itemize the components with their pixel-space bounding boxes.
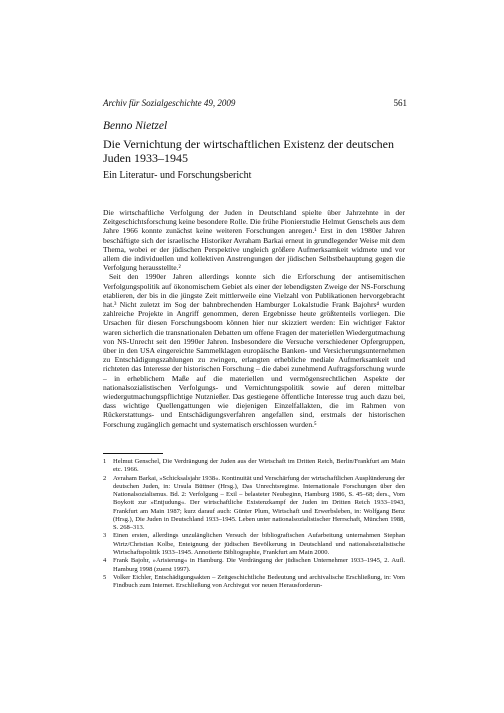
footnote bbox=[103, 458, 405, 474]
running-header bbox=[103, 98, 407, 108]
footnote-text: Helmut Genschel, Die Verdrängung der Juden aus der Wirtschaft im Dritten Reich, Berlin/Frankfurt am Main etc. 1966. bbox=[113, 458, 405, 474]
footnote-number: 4 bbox=[103, 557, 107, 565]
body-paragraph: Die wirtschaftliche Verfolgung der Juden in Deutschland spielte über Jahrzehnte in der Zeitgeschichtsforschung keine besondere Rolle. Die frühe Pionierstudie Helmut Genschels aus dem Jahre 1966 konnte zunächst keine weiteren Forschungen anregen.¹ Erst in den 1980er Jahren beschäftigte sich der israelische Historiker Avraham Barkai erneut in grundlegender Weise mit dem Thema, wobei er der jüdischen Perspektive ungleich größere Aufmerksamkeit widmete und vor allem die individuellen und kollektiven Anstrengungen der jüdischen Selbstbehauptung gegen die Verfolgung herausstellte.² bbox=[103, 208, 405, 273]
footnotes bbox=[103, 458, 405, 591]
journal-name: Archiv für Sozialgeschichte 49, 2009 bbox=[103, 98, 236, 108]
footnote bbox=[103, 532, 405, 557]
article-body bbox=[103, 208, 405, 429]
footnote bbox=[103, 475, 405, 532]
footnote-text: Volker Eichler, Entschädigungsakten – Zeitgeschichtliche Bedeutung und archivalische Erschließung, in: Vom Findbuch zum Internet. Erschließung von Archivgut vor neuen Herausforderun- bbox=[113, 574, 405, 590]
footnote bbox=[103, 557, 405, 573]
body-paragraph: Seit den 1990er Jahren allerdings konnte sich die Erforschung der antisemitischen Verfolgungspolitik auf ökonomischem Gebiet als einer der lebendigsten Zweige der NS-Forschung etablieren, der bis in die jüngste Zeit mittlerweile eine Vielzahl von Publikationen hervorgebracht hat.³ Nicht zuletzt im Sog der bahnbrechenden Hamburger Lokalstudie Frank Bajohrs⁴ wurden zahlreiche Projekte in Angriff genommen, deren Ergebnisse heute größtenteils vorliegen. Die Ursachen für diesen Forschungsboom können hier nur skizziert werden: Ein wichtiger Faktor waren sicherlich die transnationalen Debatten um offene Fragen der materiellen Wiedergutmachung von NS-Unrecht seit den 1990er Jahren. Insbesondere die Versuche verschiedener Opfergruppen, über in den USA eingereichte Sammelklagen europäische Banken- und Versicherungsunternehmen zu Entschädigungszahlungen zu zwingen, erlangten erhebliche mediale Aufmerksamkeit und richteten das Interesse der historischen Forschung – die dabei zunehmend Auftragsforschung wurde – in erheblichem Maße auf die materiellen und vermögensrechtlichen Aspekte der nationalsozialistischen Verfolgungs- und Vernichtungspolitik sowie auf deren mittelbar wiedergutmachungspflichtige Nutznießer. Das gestiegene öffentliche Interesse trug auch dazu bei, dass wichtige Quellengattungen wie diejenigen Einzelfallakten, die im Rahmen von Rückerstattungs- und Entschädigungsverfahren angefallen sind, erstmals der historischen Forschung zugänglich gemacht und systematisch erschlossen wurden.⁵ bbox=[103, 272, 405, 429]
footnote-text: Einen ersten, allerdings unzulänglichen Versuch der bibliografischen Aufarbeitung unternahmen Stephan Wirtz/Christian Kolbe, Enteignung der jüdischen Bevölkerung in Deutschland und nationalsozialistische Wirtschaftspolitik 1933–1945. Annotierte Bibliographie, Frankfurt am Main 2000. bbox=[113, 532, 405, 556]
footnote-number: 1 bbox=[103, 458, 107, 465]
footnote-number: 2 bbox=[103, 474, 107, 482]
author-name: Benno Nietzel bbox=[103, 120, 168, 132]
footnote-text: Frank Bajohr, »Arisierung« in Hamburg. Die Verdrängung der jüdischen Unternehmer 1933–1945, 2. Aufl. Hamburg 1998 (zuerst 1997). bbox=[113, 557, 405, 573]
footnote-number: 5 bbox=[103, 574, 107, 582]
footnote bbox=[103, 574, 405, 590]
footnote-separator bbox=[103, 453, 163, 454]
footnote-text: Avraham Barkai, »Schicksalsjahr 1938«. Kontinuität und Verschärfung der wirtschaftlichen Ausplünderung der deutschen Juden, in: Ursula Büttner (Hrsg.), Das Unrechtsregime. Internationale Forschungen über den Nationalsozialismus. Bd. 2: Verfolgung – Exil – belasteter Neubeginn, Hamburg 1986, S. 45–68; ders., Vom Boykott zur »Entjudung«. Der wirtschaftliche Existenzkampf der Juden im Dritten Reich 1933–1943, Frankfurt am Main 1987; kurz darauf auch: Günter Plum, Wirtschaft und Erwerbsleben, in: Wolfgang Benz (Hrsg.), Die Juden in Deutschland 1933–1945. Leben unter nationalsozialistischer Herrschaft, München 1988, S. 268–313. bbox=[113, 474, 405, 531]
footnote-number: 3 bbox=[103, 532, 107, 540]
article-title: Die Vernichtung der wirtschaftlichen Existenz der deutschen Juden 1933–1945 bbox=[103, 137, 395, 165]
page-number: 561 bbox=[393, 98, 407, 108]
article-subtitle: Ein Literatur- und Forschungsbericht bbox=[103, 170, 252, 181]
